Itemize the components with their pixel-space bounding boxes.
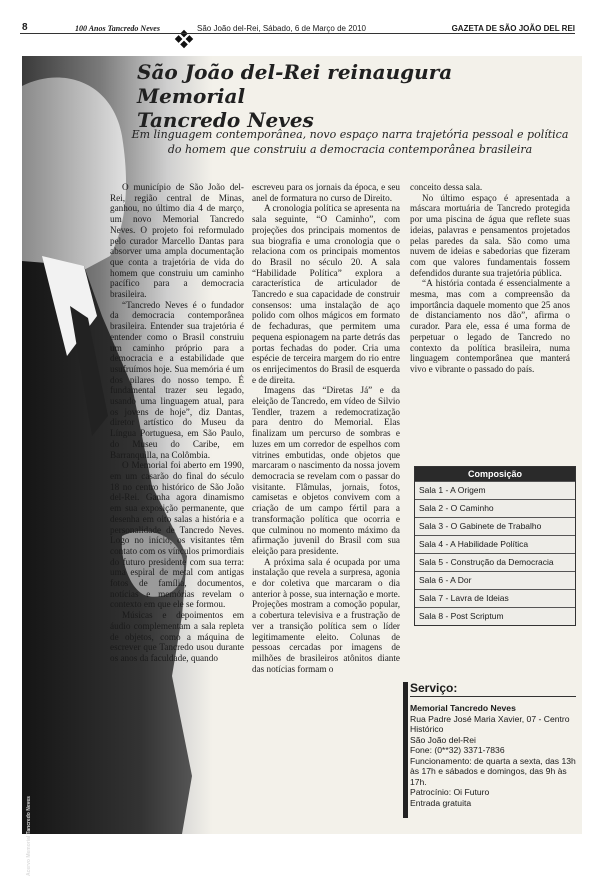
paragraph: Músicas e depoimentos em áudio complementam a sala repleta de objetos, como a máquina de escrever que Tancredo usou durante os anos da faculdade, quando xyxy=(110,610,244,663)
paragraph: Imagens das “Diretas Já” e da eleição de Tancredo, em vídeo de Silvio Tendler, trazem a redemocratização para dentro do Memorial. Elas finalizam um percurso de sombras e luzes em um corredor de espelhos com vitrines embutidas, onde objetos que marcaram o nascimento da nossa jovem democracia se revelam com o passar do visitante. Flâmulas, jornais, fotos, camisetas e objetos convivem com a criação de um campo fértil para a transformação política que ocorria e que culminou no momento máximo da afirmação juvenil do Brasil com sua eleição para presidente. xyxy=(252,385,400,556)
room-item: Sala 2 - O Caminho xyxy=(415,499,575,517)
service-name: Memorial Tancredo Neves xyxy=(410,703,516,713)
service-city: São João del-Rei xyxy=(410,734,476,745)
article-subtitle: Em linguagem contemporânea, novo espaço narra trajetória pessoal e política do homem que construiu a democracia contemporânea brasileira xyxy=(131,128,569,156)
service-hours: Funcionamento: de quarta a sexta, das 13h às 17h e sábados e domingos, das 9h às 17h. xyxy=(410,755,576,787)
paragraph: A próxima sala é ocupada por uma instalação que revela a surpresa, agonia e dor coletiva que marcaram o dia anterior à posse, sua internação e morte. Projeções mostram a comoção popular, a cobertura televisiva e a frustração de ver a transição política sem o líder legitimamente eleito. Colunas de pessoas cercadas por imagens de milhões de brasileiros atônitos diante das notícias formam o xyxy=(252,556,400,674)
paragraph: A cronologia política se apresenta na sala seguinte, “O Caminho”, com projeções dos principais momentos de sua biografia e uma cronologia que o relaciona com os principais momentos do Brasil no século 20. A sala “Habilidade Política” explora a característica de articulador de Tancredo e sua capacidade de construir consensos: uma instalação de aço polido com olhos mágicos em formato de fechaduras, que permitem uma pequena espionagem na parte detrás das portas fechadas do poder. Cria uma espécie de terceira margem do rio entre os enrijecimentos do Brasil de esquerda e de direita. xyxy=(252,203,400,385)
service-heading: Serviço: xyxy=(410,681,576,697)
newspaper-name: GAZETA DE SÃO JOÃO DEL REI xyxy=(451,24,575,33)
column-2 xyxy=(252,182,400,674)
room-item: Sala 4 - A Habilidade Política xyxy=(415,535,575,553)
service-phone: Fone: (0**32) 3371-7836 xyxy=(410,745,505,755)
article-title: São João del-Rei reinaugura Memorial Tancredo Neves xyxy=(137,60,453,132)
dateline: São João del-Rei, Sábado, 6 de Março de 2010 xyxy=(197,24,367,33)
column-3 xyxy=(410,182,570,375)
paragraph: O município de São João del-Rei, região central de Minas, ganhou, no último dia 4 de março, um novo Memorial Tancredo Neves. O projeto foi reformulado pelo curador Marcello Dantas para absorver uma ampla documentação que conta a trajetória de vida do homem que construiu um caminho pacífico para a democracia brasileira. xyxy=(110,182,244,300)
service-sponsor: Patrocínio: Oi Futuro xyxy=(410,787,490,797)
paragraph: conceito dessa sala. xyxy=(410,182,483,192)
column-1 xyxy=(110,182,244,664)
room-item: Sala 7 - Lavra de Ideias xyxy=(415,589,575,607)
service-accent-bar xyxy=(403,682,408,818)
room-item: Sala 8 - Post Scriptum xyxy=(415,607,575,625)
service-entry: Entrada gratuita xyxy=(410,797,472,808)
room-item: Sala 6 - A Dor xyxy=(415,571,575,589)
paragraph: O Memorial foi aberto em 1990, em um casarão do final do século 18 no centro histórico de São João del-Rei. Ganha agora dinamismo em sua exposição permanente, que desenha em oito salas a história e a personalidade de Tancredo Neves. Logo no início, os visitantes têm contato com os vínculos primordiais do futuro presidente com sua terra: uma espiral de metal com antigas fotos de família, documentos, notícias e memórias revelam o contexto em que ele se formou. xyxy=(110,460,244,610)
paragraph: “A história contada é essencialmente a mesma, mas com a compreensão da importância daquele momento que 25 anos de distanciamento nos dão”, afirma o curador. Para ele, essa é uma forma de perpetuar o legado de Tancredo no contexto da política brasileira, numa linguagem contemporânea que manterá vivo e vibrante o passado do país. xyxy=(410,278,570,374)
page-number: 8 xyxy=(22,22,28,33)
room-item: Sala 1 - A Origem xyxy=(415,481,575,499)
paragraph: No último espaço é apresentada a máscara mortuária de Tancredo protegida por uma piscina de água que reflete suas ideias, palavras e pensamentos projetados pelas paredes da sala. São como uma nuvem de ideias e sabedorias que fizeram com que valores fundamentais fossem defendidos durante sua trajetória pública. xyxy=(410,192,570,278)
paragraph: escreveu para os jornais da época, e seu anel de formatura no curso de Direito. xyxy=(252,182,400,203)
service-address: Rua Padre José Maria Xavier, 07 - Centro Histórico xyxy=(410,713,570,734)
paragraph: “Tancredo Neves é o fundador da democracia contemporânea brasileira. Entender sua trajetória é entender como o Brasil construiu um caminho próprio para a democracia e a estabilidade que usufruímos hoje. Sua memória é um dos pilares do nosso tempo. É fundamental trazer seu legado, usando uma linguagem atual, para os jovens de hoje”, diz Dantas, diretor artístico do Museu da Língua Portuguesa, em São Paulo, do Museu do Caribe, em Barranquilla, na Colômbia. xyxy=(110,299,244,460)
room-item: Sala 5 - Construção da Democracia xyxy=(415,553,575,571)
service-box xyxy=(410,681,576,808)
header-rule xyxy=(20,33,575,34)
photo-credit: Acervo Memorial Tancredo Neves xyxy=(26,796,32,876)
composition-heading: Composição xyxy=(415,467,575,481)
masthead xyxy=(0,0,593,54)
composition-box xyxy=(414,466,576,626)
edition-label: 100 Anos Tancredo Neves xyxy=(75,24,160,33)
room-item: Sala 3 - O Gabinete de Trabalho xyxy=(415,517,575,535)
